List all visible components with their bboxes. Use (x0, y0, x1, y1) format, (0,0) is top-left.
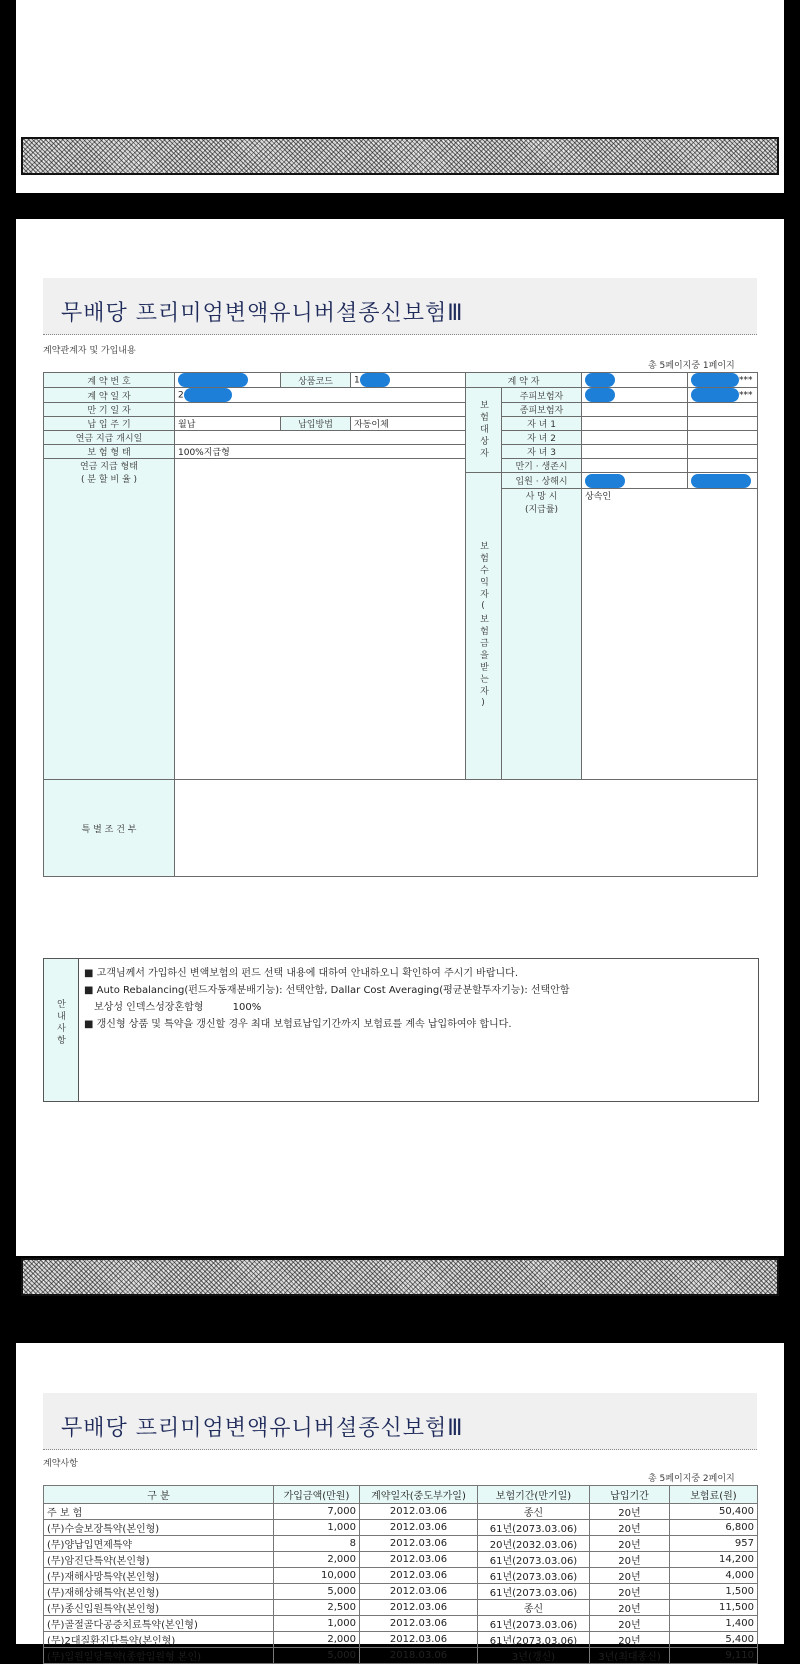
coverage-body (44, 1504, 758, 1664)
hospital-label: 입원 · 상해시 (502, 473, 582, 489)
table-cell: 7,000 (274, 1504, 360, 1520)
contractor-id: *** (688, 373, 758, 388)
redaction-mark (585, 373, 615, 387)
special-terms-value (175, 780, 758, 877)
table-cell: (무)골절골다공증치료특약(본인형) (44, 1616, 274, 1632)
payment-method-value: 자동이체 (351, 417, 466, 431)
page-2-title-bar (43, 278, 757, 335)
table-cell: 4,000 (670, 1568, 758, 1584)
table-cell: (무)재해사망특약(본인형) (44, 1568, 274, 1584)
page-3-title-bar (43, 1393, 757, 1450)
table-cell: 20년 (590, 1552, 670, 1568)
table-cell: (무)재해상해특약(본인형) (44, 1584, 274, 1600)
table-cell: 14,200 (670, 1552, 758, 1568)
table-cell: 1,000 (274, 1616, 360, 1632)
table-cell: (무)암진단특약(본인형) (44, 1552, 274, 1568)
maturity-date-value (175, 403, 466, 417)
hospital-beneficiary-id (688, 473, 758, 489)
page-3-title: 무배당 프리미엄변액유니버셜종신보험Ⅲ (61, 1416, 464, 1441)
benefit-type-label: 보 험 형 태 (44, 445, 175, 459)
notice-line-2: ■ Auto Rebalancing(펀드자동재분배기능): 선택안함, Dallar Cost Averaging(평균분할투자기능): 선택안함 (84, 985, 570, 996)
table-cell: 20년 (590, 1520, 670, 1536)
table-cell: (무)양납입면제특약 (44, 1536, 274, 1552)
table-cell: 20년 (590, 1536, 670, 1552)
page-3-page-indicator: 총 5페이지중 2페이지 (648, 1474, 735, 1484)
maturity-survival-label: 만기 · 생존시 (502, 459, 582, 473)
table-row (44, 1552, 758, 1568)
table-cell: 20년 (590, 1504, 670, 1520)
table-cell: 20년 (590, 1632, 670, 1648)
table-row (44, 1520, 758, 1536)
table-cell: 2012.03.06 (360, 1552, 478, 1568)
death-cell (502, 489, 582, 780)
table-cell: 2012.03.06 (360, 1568, 478, 1584)
col-header-type: 구 분 (44, 1486, 274, 1504)
table-cell: 20년 (590, 1600, 670, 1616)
table-cell: 10,000 (274, 1568, 360, 1584)
fund-name: 보상성 인덱스성장혼합형 (94, 1002, 204, 1013)
table-cell: 2,500 (274, 1600, 360, 1616)
coverage-table (43, 1485, 758, 1664)
table-row (44, 1600, 758, 1616)
maturity-date-label: 만 기 일 자 (44, 403, 175, 417)
child2-label: 자 녀 2 (502, 431, 582, 445)
table-cell: 20년 (590, 1584, 670, 1600)
page-2-page-indicator: 총 5페이지중 1페이지 (648, 361, 735, 371)
table-cell: 9,110 (670, 1648, 758, 1664)
table-cell: 61년(2073.03.06) (478, 1520, 590, 1536)
benefit-type-value: 100%지급형 (175, 445, 466, 459)
contract-date-value: 2 (175, 388, 466, 403)
beneficiary-column: 보험수익자(보험금을받는자) (466, 473, 502, 780)
table-cell: 11,500 (670, 1600, 758, 1616)
contract-date-label: 계 약 일 자 (44, 388, 175, 403)
table-cell: 50,400 (670, 1504, 758, 1520)
table-cell: (무)2대질환진단특약(본인형) (44, 1632, 274, 1648)
table-cell: 1,500 (670, 1584, 758, 1600)
table-cell: (무)입원일당특약(종합입원형 본인) (44, 1648, 274, 1664)
table-cell: 2,000 (274, 1552, 360, 1568)
notice-line-3 (84, 999, 570, 1016)
contractor-name (582, 373, 688, 388)
table-cell: (무)종신입원특약(본인형) (44, 1600, 274, 1616)
page-2-section-label: 계약관계자 및 가입내용 (43, 346, 136, 356)
redaction-mark (585, 388, 615, 402)
table-row (44, 1568, 758, 1584)
table-cell: 2012.03.06 (360, 1584, 478, 1600)
table-cell: 2012.03.06 (360, 1520, 478, 1536)
annuity-start-label: 연금 지급 개시일 (44, 431, 175, 445)
table-cell: 5,400 (670, 1632, 758, 1648)
table-cell: 2,000 (274, 1632, 360, 1648)
col-header-date: 계약일자(중도부가일) (360, 1486, 478, 1504)
redaction-mark (691, 388, 739, 402)
table-cell: 957 (670, 1536, 758, 1552)
page-1-footer-band (21, 137, 779, 175)
col-header-payment-period: 납입기간 (590, 1486, 670, 1504)
insured-target-column: 보험대상자 (466, 388, 502, 473)
table-cell: (무)수술보장특약(본인형) (44, 1520, 274, 1536)
table-cell: 3년(최대종신) (590, 1648, 670, 1664)
table-cell: 61년(2073.03.06) (478, 1632, 590, 1648)
child1-label: 자 녀 1 (502, 417, 582, 431)
insured-main-label: 주피보험자 (502, 388, 582, 403)
table-cell: 1,000 (274, 1520, 360, 1536)
notice-lines (84, 965, 570, 1033)
table-cell: 6,800 (670, 1520, 758, 1536)
notice-box (43, 958, 759, 1102)
annuity-type-sub: ( 분 할 비 율 ) (80, 475, 138, 485)
insured-sub-label: 종피보험자 (502, 403, 582, 417)
col-header-premium: 보험료(원) (670, 1486, 758, 1504)
table-cell: 2012.03.06 (360, 1632, 478, 1648)
redaction-mark (585, 474, 625, 488)
table-cell: 종신 (478, 1600, 590, 1616)
redaction-mark (178, 373, 248, 387)
redaction-mark (360, 373, 390, 387)
contract-no-value (175, 373, 281, 388)
page-2-title: 무배당 프리미엄변액유니버셜종신보험Ⅲ (61, 301, 464, 326)
notice-side-label: 안내사항 (55, 999, 65, 1047)
contract-no-label: 계 약 번 호 (44, 373, 175, 388)
table-cell: 61년(2073.03.06) (478, 1552, 590, 1568)
table-cell: 20년 (590, 1568, 670, 1584)
table-cell: 8 (274, 1536, 360, 1552)
table-cell: 2012.03.06 (360, 1536, 478, 1552)
notice-line-1: ■ 고객님께서 가입하신 변액보험의 펀드 선택 내용에 대하여 안내하오니 확인하여 주시기 바랍니다. (84, 968, 518, 979)
annuity-type-value (175, 459, 466, 780)
table-row (44, 1632, 758, 1648)
table-cell: 2012.03.06 (360, 1504, 478, 1520)
table-cell: 2018.03.06 (360, 1648, 478, 1664)
table-cell: 20년(2032.03.06) (478, 1536, 590, 1552)
table-row (44, 1648, 758, 1664)
annuity-type-label: 연금 지급 형태 (80, 462, 138, 472)
notice-line-4: ■ 갱신형 상품 및 특약을 갱신할 경우 최대 보험료납입기간까지 보험료를 계속 납입하여야 합니다. (84, 1019, 512, 1030)
table-row (44, 1584, 758, 1600)
table-cell: 1,400 (670, 1616, 758, 1632)
table-cell: 61년(2073.03.06) (478, 1584, 590, 1600)
table-cell: 5,000 (274, 1584, 360, 1600)
table-cell: 5,000 (274, 1648, 360, 1664)
fund-ratio: 100% (232, 1002, 262, 1013)
table-cell: 20년 (590, 1616, 670, 1632)
annuity-start-value (175, 431, 466, 445)
payment-cycle-label: 납 입 주 기 (44, 417, 175, 431)
redaction-mark (691, 373, 739, 387)
table-cell: 2012.03.06 (360, 1616, 478, 1632)
table-cell: 3년(갱신) (478, 1648, 590, 1664)
death-label: 사 망 시 (525, 492, 558, 502)
contract-parties-table (43, 372, 758, 877)
special-terms-label: 특 별 조 건 부 (44, 780, 175, 877)
table-cell: 2012.03.06 (360, 1600, 478, 1616)
table-row (44, 1616, 758, 1632)
page-3-section-label: 계약사항 (43, 1459, 78, 1469)
product-code-value: 1 (351, 373, 466, 388)
table-cell: 61년(2073.03.06) (478, 1568, 590, 1584)
table-cell: 61년(2073.03.06) (478, 1616, 590, 1632)
death-sub: (지급률) (524, 505, 559, 515)
annuity-type-cell (44, 459, 175, 780)
insured-main-name (582, 388, 688, 403)
insured-main-id: *** (688, 388, 758, 403)
table-row (44, 1504, 758, 1520)
table-row (44, 1536, 758, 1552)
col-header-amount: 가입금액(만원) (274, 1486, 360, 1504)
payment-method-label: 납입방법 (281, 417, 351, 431)
redaction-mark (184, 388, 232, 402)
page-2-footer-band (21, 1258, 779, 1296)
table-cell: 주 보 험 (44, 1504, 274, 1520)
child3-label: 자 녀 3 (502, 445, 582, 459)
death-value: 상속인 (582, 489, 758, 780)
col-header-period: 보험기간(만기일) (478, 1486, 590, 1504)
redaction-mark (691, 474, 751, 488)
notice-side (44, 959, 79, 1101)
contractor-label: 계 약 자 (466, 373, 582, 388)
product-code-label: 상품코드 (281, 373, 351, 388)
table-cell: 종신 (478, 1504, 590, 1520)
hospital-beneficiary (582, 473, 688, 489)
payment-cycle-value: 월납 (175, 417, 281, 431)
